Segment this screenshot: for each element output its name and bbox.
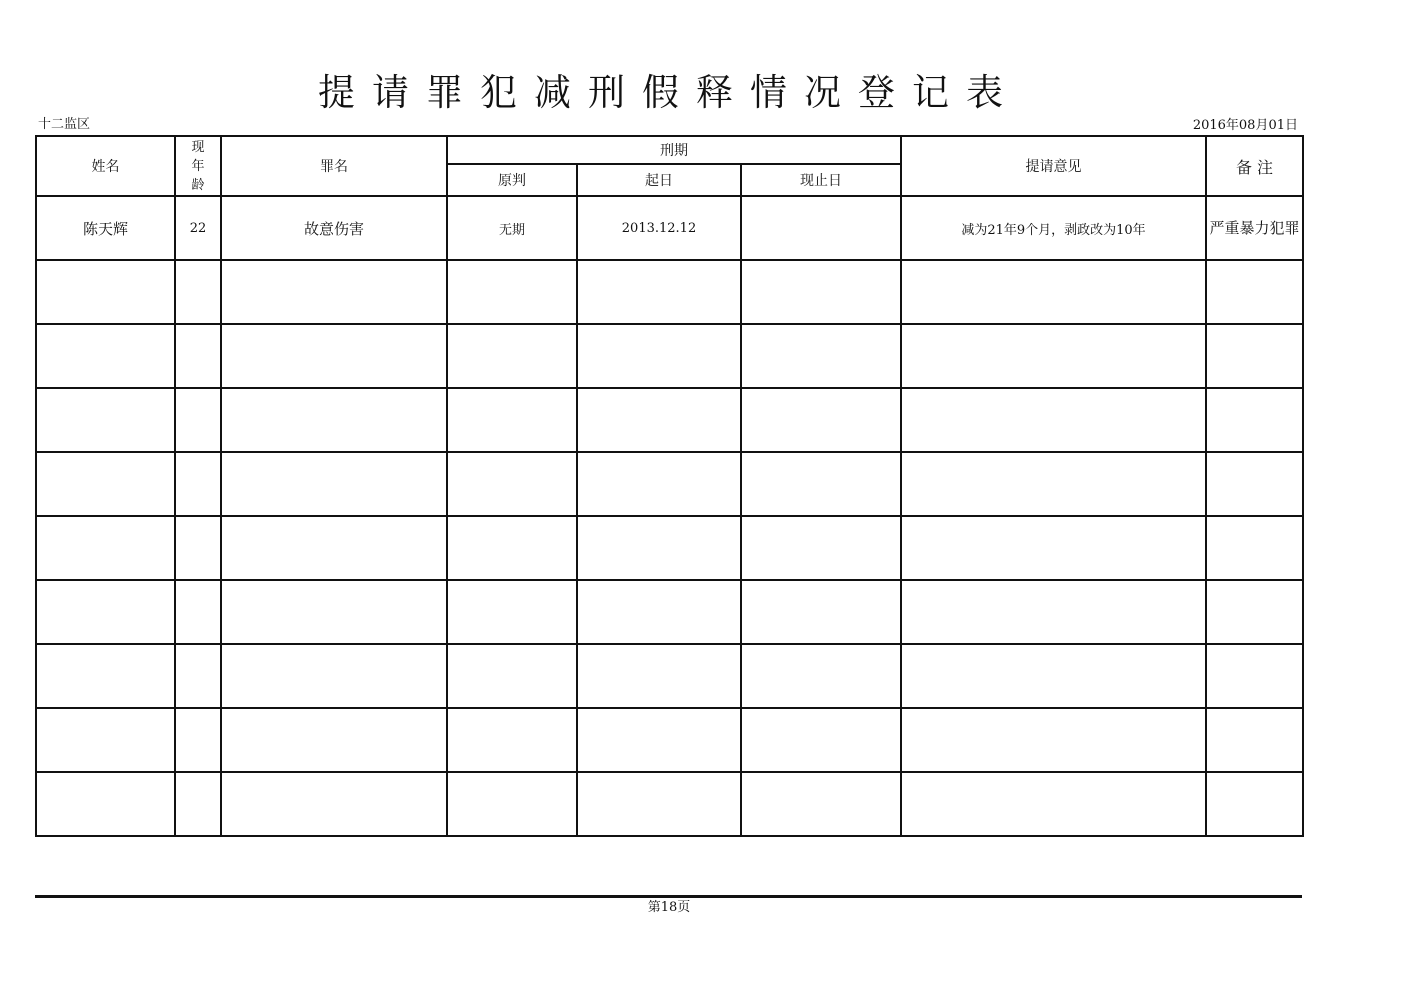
cell-age: 22 [175,196,221,260]
cell-opinion: 减为21年9个月，剥政改为10年 [901,196,1206,260]
cell-crime [221,772,447,836]
header-sentence: 刑期 [447,136,901,164]
cell-original [447,452,577,516]
cell-original [447,260,577,324]
document-title: 提请罪犯减刑假释情况登记表 [318,71,1020,114]
cell-name [36,260,175,324]
table-row [36,452,1303,516]
table-row [36,580,1303,644]
cell-original [447,324,577,388]
cell-remark [1206,708,1303,772]
cell-start [577,388,741,452]
cell-remark [1206,580,1303,644]
cell-age [175,580,221,644]
header-age [175,136,221,196]
cell-original [447,580,577,644]
cell-age [175,516,221,580]
table-row [36,324,1303,388]
cell-start [577,580,741,644]
header-remark: 备 注 [1206,136,1303,196]
cell-start [577,644,741,708]
cell-opinion [901,772,1206,836]
cell-age [175,708,221,772]
page-number: 第18页 [647,900,691,915]
table-row [36,772,1303,836]
cell-crime [221,644,447,708]
footer-divider [35,895,1302,898]
table-row [36,644,1303,708]
cell-end [741,452,901,516]
header-original: 原判 [447,164,577,196]
cell-name [36,772,175,836]
cell-original [447,644,577,708]
cell-end [741,772,901,836]
cell-start [577,452,741,516]
cell-opinion [901,324,1206,388]
cell-crime [221,516,447,580]
table-body [36,196,1303,836]
cell-opinion [901,580,1206,644]
header-opinion: 提请意见 [901,136,1206,196]
registration-table [35,135,1304,837]
cell-name [36,516,175,580]
cell-end [741,580,901,644]
cell-crime [221,452,447,516]
header-age-text: 现 年 龄 [191,139,205,193]
district-label: 十二监区 [38,117,91,132]
cell-opinion [901,388,1206,452]
cell-start [577,260,741,324]
header-start: 起日 [577,164,741,196]
cell-remark [1206,516,1303,580]
cell-name [36,580,175,644]
cell-start: 2013.12.12 [577,196,741,260]
cell-remark [1206,772,1303,836]
cell-remark [1206,452,1303,516]
cell-crime: 故意伤害 [221,196,447,260]
cell-crime [221,324,447,388]
cell-remark [1206,324,1303,388]
cell-start [577,772,741,836]
cell-crime [221,708,447,772]
cell-original [447,708,577,772]
header-end: 现止日 [741,164,901,196]
cell-start [577,516,741,580]
cell-name [36,452,175,516]
cell-opinion [901,644,1206,708]
cell-remark: 严重暴力犯罪 [1206,196,1303,260]
cell-name: 陈天辉 [36,196,175,260]
cell-crime [221,388,447,452]
cell-original [447,772,577,836]
cell-original [447,388,577,452]
cell-end [741,324,901,388]
cell-start [577,708,741,772]
cell-end [741,516,901,580]
cell-crime [221,580,447,644]
cell-opinion [901,516,1206,580]
table-row [36,516,1303,580]
cell-original [447,516,577,580]
cell-remark [1206,260,1303,324]
table-row [36,708,1303,772]
cell-end [741,644,901,708]
cell-name [36,644,175,708]
cell-opinion [901,452,1206,516]
header-name: 姓名 [36,136,175,196]
cell-remark [1206,388,1303,452]
cell-age [175,644,221,708]
table-row [36,388,1303,452]
cell-crime [221,260,447,324]
cell-end [741,388,901,452]
cell-opinion [901,708,1206,772]
cell-age [175,388,221,452]
cell-name [36,324,175,388]
cell-name [36,708,175,772]
table-row [36,196,1303,260]
cell-end [741,196,901,260]
header-crime: 罪名 [221,136,447,196]
cell-name [36,388,175,452]
report-date: 2016年08月01日 [1192,118,1298,133]
cell-remark [1206,644,1303,708]
cell-opinion [901,260,1206,324]
cell-start [577,324,741,388]
cell-end [741,708,901,772]
table-row [36,260,1303,324]
cell-original: 无期 [447,196,577,260]
cell-end [741,260,901,324]
cell-age [175,452,221,516]
cell-age [175,324,221,388]
cell-age [175,772,221,836]
cell-age [175,260,221,324]
